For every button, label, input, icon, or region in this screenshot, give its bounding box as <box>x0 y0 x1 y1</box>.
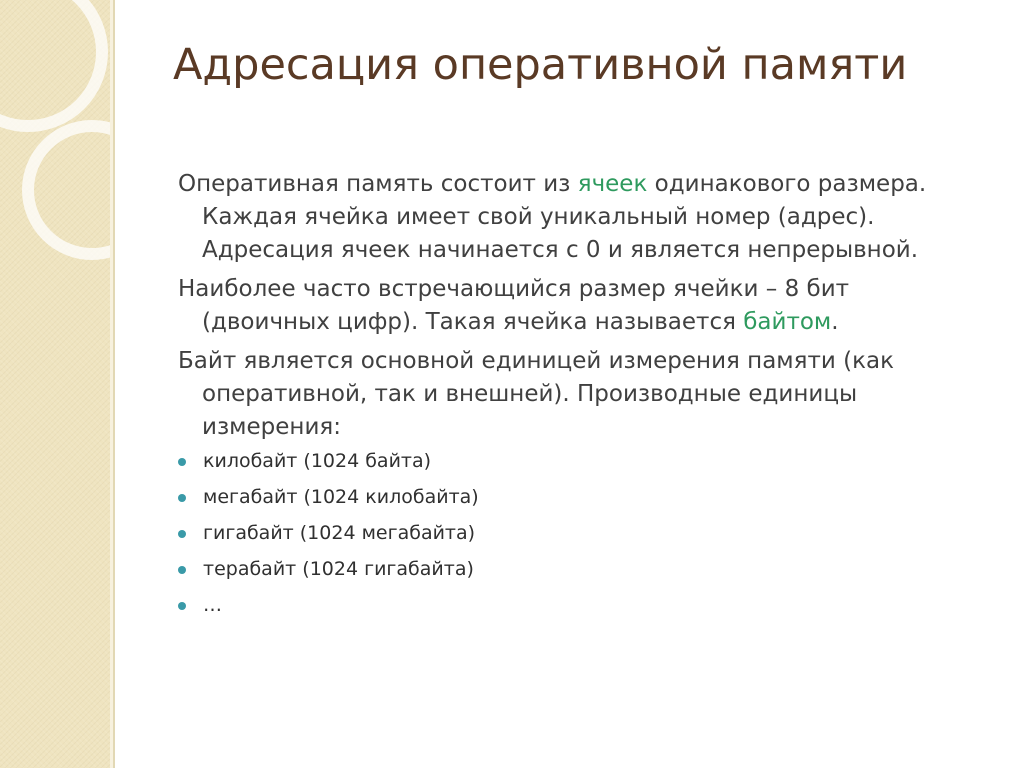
list-item-label: килобайт (1024 байта) <box>203 450 432 472</box>
slide-title: Адресация оперативной памяти <box>173 40 908 90</box>
bullet-dot-icon <box>178 458 186 466</box>
decorative-side-panel <box>0 0 115 768</box>
bullet-dot-icon <box>178 530 186 538</box>
paragraph-text: Оперативная память состоит из <box>178 171 578 197</box>
side-panel-edge <box>110 0 113 768</box>
list-item-label: гигабайт (1024 мегабайта) <box>203 522 476 544</box>
list-item-ellipsis <box>178 594 978 617</box>
list-item-kilobyte <box>178 450 978 473</box>
list-item-label: … <box>203 594 222 616</box>
decorative-ring-bottom <box>28 126 113 254</box>
bullet-dot-icon <box>178 494 186 502</box>
decorative-ring-top <box>0 0 102 126</box>
units-list <box>178 450 978 617</box>
list-item-terabyte <box>178 558 978 581</box>
bullet-dot-icon <box>178 566 186 574</box>
list-item-megabyte <box>178 486 978 509</box>
paragraph-cell-size <box>178 273 978 339</box>
paragraph-memory-cells <box>178 168 978 267</box>
decorative-rings <box>0 0 113 768</box>
list-item-label: мегабайт (1024 килобайта) <box>203 486 479 508</box>
paragraph-text: одинакового размера. Каждая ячейка имеет свой уникальный номер (адрес). Адресация ячеек начинается с 0 и является непрерывной. <box>202 171 927 263</box>
bullet-dot-icon <box>178 602 186 610</box>
highlight-term-byte: байтом <box>743 309 832 335</box>
paragraph-byte-unit: Байт является основной единицей измерения памяти (как оперативной, так и внешней). Производные единицы измерения: <box>178 348 894 440</box>
list-item-gigabyte <box>178 522 978 545</box>
list-item-label: терабайт (1024 гигабайта) <box>203 558 474 580</box>
highlight-term-cells: ячеек <box>577 171 648 197</box>
paragraph-text: Наиболее часто встречающийся размер ячейки – 8 бит (двоичных цифр). Такая ячейка называется <box>178 276 850 335</box>
paragraph-text: . <box>831 309 839 335</box>
slide-content <box>178 168 978 630</box>
